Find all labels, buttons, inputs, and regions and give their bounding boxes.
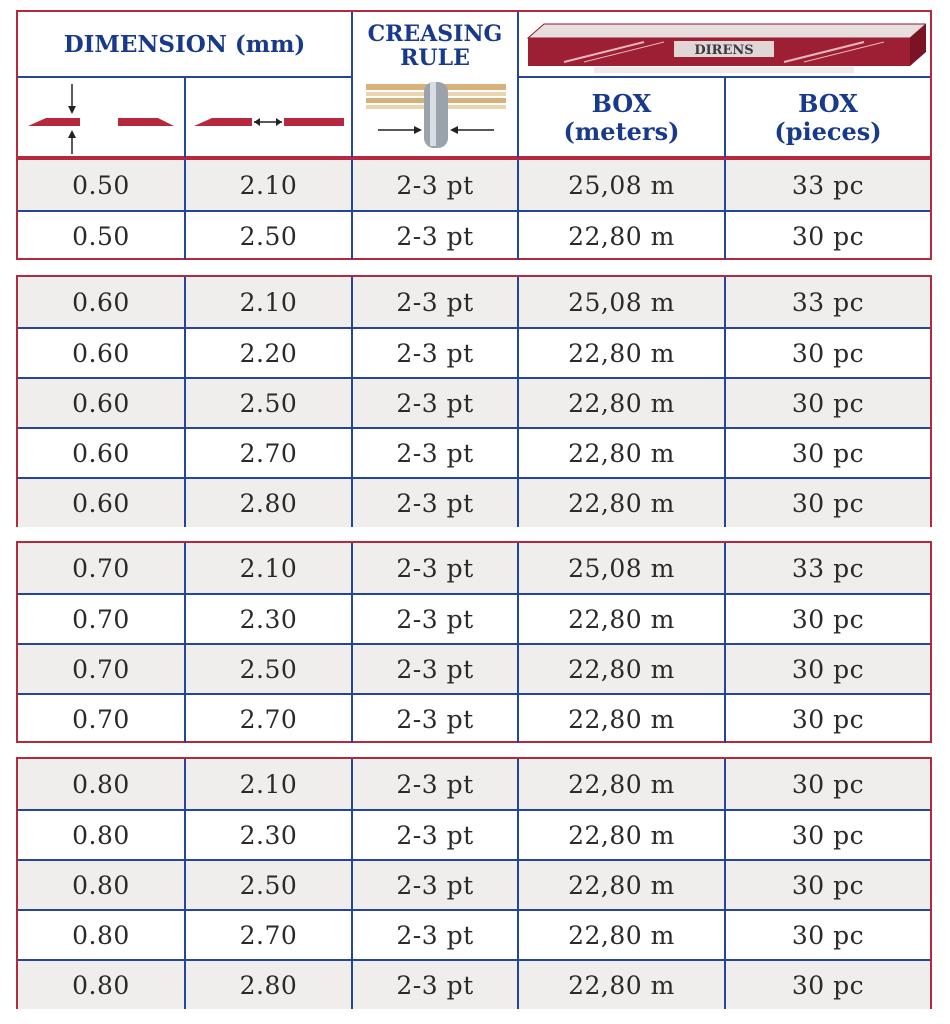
thickness-icon bbox=[24, 80, 180, 156]
thickness-cell: 0.60 bbox=[72, 388, 130, 418]
thickness-cell: 0.60 bbox=[72, 287, 130, 317]
table-row bbox=[18, 759, 930, 809]
box-meters-cell: 22,80 m bbox=[517, 695, 724, 743]
thickness-cell: 0.60 bbox=[72, 488, 130, 518]
height-cell: 2.10 bbox=[184, 543, 351, 593]
table-group bbox=[16, 757, 932, 1009]
box-pieces-cell: 30 pc bbox=[724, 595, 930, 643]
table-row bbox=[18, 593, 930, 643]
table-row bbox=[18, 377, 930, 427]
thickness-cell: 0.80 bbox=[72, 920, 130, 950]
box-meters-cell: 25,08 m bbox=[517, 277, 724, 327]
creasing-cell: 2-3 pt bbox=[351, 429, 517, 477]
box-pieces-cell: 30 pc bbox=[724, 645, 930, 693]
height-cell: 2.50 bbox=[184, 645, 351, 693]
box-meters-cell: 22,80 m bbox=[517, 329, 724, 377]
box-meters-cell: 22,80 m bbox=[517, 429, 724, 477]
box-pieces-cell: 30 pc bbox=[724, 212, 930, 260]
table-row bbox=[18, 210, 930, 260]
box-meters-cell: 22,80 m bbox=[517, 861, 724, 909]
creasing-cell: 2-3 pt bbox=[351, 695, 517, 743]
table-row bbox=[18, 277, 930, 327]
height-cell: 2.50 bbox=[184, 212, 351, 260]
box-meters-header: BOX (meters) bbox=[563, 89, 680, 146]
table-row bbox=[18, 543, 930, 593]
table-row bbox=[18, 160, 930, 210]
box-pieces-cell: 33 pc bbox=[724, 277, 930, 327]
creasing-cell: 2-3 pt bbox=[351, 759, 517, 809]
table-row bbox=[18, 959, 930, 1009]
creasing-cell: 2-3 pt bbox=[351, 479, 517, 527]
table-row bbox=[18, 427, 930, 477]
box-pieces-cell: 30 pc bbox=[724, 479, 930, 527]
table-row bbox=[18, 693, 930, 743]
box-pieces-cell: 30 pc bbox=[724, 961, 930, 1009]
box-meters-cell: 22,80 m bbox=[517, 645, 724, 693]
thickness-cell: 0.70 bbox=[72, 704, 130, 734]
thickness-cell: 0.50 bbox=[72, 221, 130, 251]
box-meters-cell: 22,80 m bbox=[517, 811, 724, 859]
height-cell: 2.50 bbox=[184, 861, 351, 909]
height-cell: 2.10 bbox=[184, 759, 351, 809]
box-pieces-cell: 30 pc bbox=[724, 379, 930, 427]
height-cell: 2.70 bbox=[184, 911, 351, 959]
box-meters-cell: 22,80 m bbox=[517, 911, 724, 959]
box-meters-cell: 22,80 m bbox=[517, 212, 724, 260]
height-cell: 2.70 bbox=[184, 695, 351, 743]
box-illustration bbox=[524, 18, 926, 74]
table-row bbox=[18, 477, 930, 527]
height-cell: 2.20 bbox=[184, 329, 351, 377]
thickness-cell: 0.70 bbox=[72, 654, 130, 684]
box-pieces-header: BOX (pieces) bbox=[774, 89, 882, 146]
product-box-image bbox=[524, 18, 926, 74]
header-col-divider bbox=[184, 76, 186, 158]
height-cell: 2.50 bbox=[184, 379, 351, 427]
box-pieces-cell: 30 pc bbox=[724, 429, 930, 477]
creasing-rule-icon bbox=[356, 78, 516, 158]
creasing-cell: 2-3 pt bbox=[351, 595, 517, 643]
brand-text: DIRENS bbox=[694, 43, 754, 58]
height-cell: 2.80 bbox=[184, 479, 351, 527]
creasing-cell: 2-3 pt bbox=[351, 645, 517, 693]
creasing-cell: 2-3 pt bbox=[351, 911, 517, 959]
box-meters-cell: 22,80 m bbox=[517, 595, 724, 643]
table-group bbox=[16, 158, 932, 260]
creasing-cell: 2-3 pt bbox=[351, 329, 517, 377]
creasing-cell: 2-3 pt bbox=[351, 160, 517, 210]
box-meters-cell: 22,80 m bbox=[517, 961, 724, 1009]
box-pieces-cell: 33 pc bbox=[724, 543, 930, 593]
box-pieces-cell: 30 pc bbox=[724, 759, 930, 809]
creasing-cell: 2-3 pt bbox=[351, 277, 517, 327]
thickness-cell: 0.50 bbox=[72, 170, 130, 200]
thickness-cell: 0.70 bbox=[72, 553, 130, 583]
creasing-cell: 2-3 pt bbox=[351, 212, 517, 260]
creasing-cell: 2-3 pt bbox=[351, 961, 517, 1009]
creasing-cell: 2-3 pt bbox=[351, 543, 517, 593]
box-pieces-cell: 30 pc bbox=[724, 811, 930, 859]
height-cell: 2.80 bbox=[184, 961, 351, 1009]
box-pieces-cell: 30 pc bbox=[724, 329, 930, 377]
dimension-header: DIMENSION (mm) bbox=[63, 30, 306, 58]
height-cell: 2.30 bbox=[184, 595, 351, 643]
box-meters-cell: 22,80 m bbox=[517, 759, 724, 809]
height-cell: 2.30 bbox=[184, 811, 351, 859]
creasing-cell: 2-3 pt bbox=[351, 811, 517, 859]
creasing-rule-header: CREASING RULE bbox=[367, 21, 503, 71]
table-row bbox=[18, 909, 930, 959]
height-cell: 2.10 bbox=[184, 277, 351, 327]
table-row bbox=[18, 859, 930, 909]
creasing-cell: 2-3 pt bbox=[351, 379, 517, 427]
table-group bbox=[16, 541, 932, 743]
thickness-cell: 0.80 bbox=[72, 769, 130, 799]
height-icon bbox=[190, 80, 346, 156]
table-row bbox=[18, 809, 930, 859]
box-pieces-cell: 30 pc bbox=[724, 861, 930, 909]
box-meters-cell: 25,08 m bbox=[517, 543, 724, 593]
box-pieces-cell: 33 pc bbox=[724, 160, 930, 210]
box-meters-cell: 22,80 m bbox=[517, 479, 724, 527]
box-pieces-cell: 30 pc bbox=[724, 695, 930, 743]
box-meters-cell: 25,08 m bbox=[517, 160, 724, 210]
table-row bbox=[18, 643, 930, 693]
creasing-cell: 2-3 pt bbox=[351, 861, 517, 909]
thickness-cell: 0.60 bbox=[72, 438, 130, 468]
thickness-cell: 0.80 bbox=[72, 820, 130, 850]
thickness-cell: 0.80 bbox=[72, 970, 130, 1000]
thickness-cell: 0.60 bbox=[72, 338, 130, 368]
thickness-cell: 0.80 bbox=[72, 870, 130, 900]
table-header bbox=[16, 10, 932, 158]
box-meters-cell: 22,80 m bbox=[517, 379, 724, 427]
height-cell: 2.70 bbox=[184, 429, 351, 477]
header-col-divider bbox=[351, 12, 353, 158]
box-pieces-cell: 30 pc bbox=[724, 911, 930, 959]
table-row bbox=[18, 327, 930, 377]
thickness-cell: 0.70 bbox=[72, 604, 130, 634]
height-cell: 2.10 bbox=[184, 160, 351, 210]
table-group bbox=[16, 275, 932, 527]
